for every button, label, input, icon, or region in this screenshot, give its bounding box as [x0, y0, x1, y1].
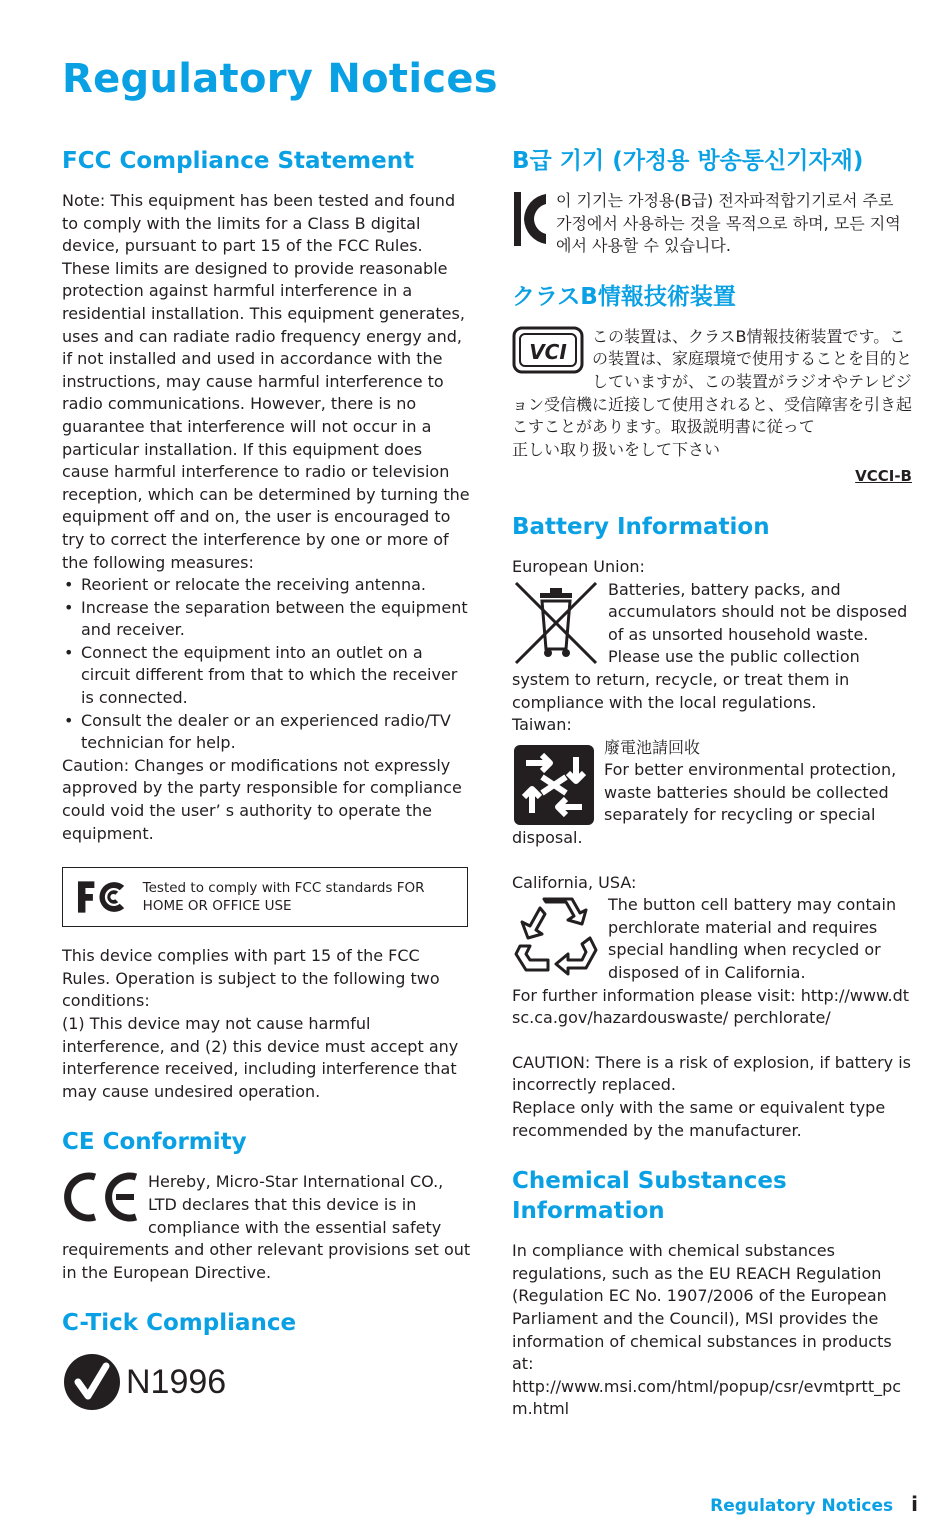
chemical-heading: Chemical Substances Information: [512, 1168, 787, 1225]
chemical-text: In compliance with chemical substances regulations, such as the EU REACH Regulation (Regulation EC No. 1907/2006 of the European Parliament and the Council), MSI provides the information of chemical substances in products at:: [512, 1241, 892, 1374]
ctick-mark: [62, 1352, 472, 1412]
ce-mark-icon: [62, 1171, 140, 1223]
ctick-heading: C-Tick Compliance: [62, 1310, 297, 1337]
vcci-logo-icon: [512, 326, 584, 374]
battery-ca-label: California, USA:: [512, 872, 637, 892]
battery-eu-body: [512, 579, 912, 715]
crossed-bin-icon: [512, 579, 600, 667]
chemical-section: [512, 1166, 912, 1421]
list-item: • Reorient or relocate the receiving antenna.: [62, 574, 472, 597]
footer-label: Regulatory Notices: [710, 1496, 894, 1516]
battery-eu-text: Batteries, battery packs, and accumulators should not be disposed of as unsorted household waste. Please use the public collection system to return, recycle, or treat them in compliance with the local regulations.: [512, 579, 908, 712]
page-footer: [710, 1492, 918, 1516]
recycle-icon: [512, 894, 600, 976]
battery-tw-text: For better environmental protection, waste batteries should be collected separately for recycling or special disposal.: [512, 760, 897, 848]
fcc-measures-list: [62, 574, 472, 755]
ce-body: [62, 1171, 472, 1284]
right-column: [512, 146, 912, 1421]
battery-caution: CAUTION: There is a risk of explosion, if battery is incorrectly replaced.: [512, 1052, 911, 1095]
korea-text: 이 기기는 가정용(B급) 전자파적합기기로서 주로 가정에서 사용하는 것을 목적으로 하며, 모든 지역에서 사용할 수 있습니다.: [556, 191, 901, 256]
battery-heading: Battery Information: [512, 513, 770, 540]
fcc-conditions: (1) This device may not cause harmful interference, and (2) this device must accept any interference received, including interference that may cause undesired operation.: [62, 1014, 459, 1101]
battery-ca-more: For further information please visit: http://www.dtsc.ca.gov/hazardouswaste/ perchlorate/: [512, 985, 910, 1028]
fcc-heading: FCC Compliance Statement: [62, 148, 415, 174]
vcci-section: [512, 282, 912, 488]
fcc-label-box: [62, 867, 468, 927]
fcc-logo-icon: [75, 872, 129, 922]
kc-mark-icon: [512, 190, 548, 248]
vcci-logo-text: VCI: [529, 339, 567, 364]
fcc-part15: This device complies with part 15 of the FCC Rules. Operation is subject to the following two conditions:: [62, 946, 440, 1011]
page-number: i: [911, 1492, 918, 1516]
recycle-battery-icon: [512, 743, 596, 827]
fcc-section: [62, 146, 472, 1103]
battery-section: [512, 512, 912, 1142]
battery-tw-label: Taiwan:: [512, 715, 572, 735]
korea-heading: B급 기기 (가정용 방송통신기자재): [512, 148, 864, 174]
ce-section: [62, 1127, 472, 1284]
left-column: [62, 146, 472, 1412]
battery-tw-body: [512, 737, 912, 850]
battery-replace: Replace only with the same or equivalent type recommended by the manufacturer.: [512, 1098, 886, 1140]
battery-tw-title: 廢電池請回收: [604, 737, 701, 757]
vcci-text: この装置は、クラスB情報技術装置です。この装置は、家庭環境で使用することを目的としていますが、この装置がラジオやテレビジョン受信機に近接して使用されると、受信障害を引き起こすことがあります。取扱説明書に従って: [512, 326, 913, 437]
list-item: • Connect the equipment into an outlet on a circuit different from that to which the receiver is connected.: [62, 642, 472, 710]
ce-text: Hereby, Micro-Star International CO., LTD declares that this device is in compliance with the essential safety requirements and other relevant provisions set out in the European Directive.: [62, 1172, 471, 1282]
ctick-icon: [62, 1352, 122, 1412]
page-title: Regulatory Notices: [62, 56, 498, 102]
fcc-note: Note: This equipment has been tested and found to comply with the limits for a Class B digital device, pursuant to part 15 of the FCC Rules. These limits are designed to provide reasonable protection against harmful interference in a residential installation. This equipment generates, uses and can radiate radio frequency energy and, if not installed and used in accordance with the instructions, may cause harmful interference to radio communications. However, there is no guarantee that interference will not occur in a particular installation. If this equipment does cause harmful interference to radio or television reception, which can be determined by turning the equipment off and on, the user is encouraged to try to correct the interference by one or more of the following measures:: [62, 191, 470, 572]
vcci-heading: クラスB情報技術装置: [512, 283, 736, 310]
ctick-section: [62, 1308, 472, 1412]
vcci-text-2: 正しい取り扱いをして下さい: [512, 439, 721, 459]
chemical-url[interactable]: http://www.msi.com/html/popup/csr/evmtprtt_pcm.html: [512, 1376, 902, 1419]
vcci-label: VCCI-B: [855, 467, 912, 486]
list-item: • Consult the dealer or an experienced radio/TV technician for help.: [62, 710, 472, 755]
fcc-box-text: Tested to comply with FCC standards FOR HOME OR OFFICE USE: [142, 880, 425, 915]
vcci-body: [512, 326, 912, 488]
list-item: • Increase the separation between the equipment and receiver.: [62, 597, 472, 642]
battery-ca-text: The button cell battery may contain perchlorate material and requires special handling when recycled or disposed of in California.: [608, 895, 897, 983]
ce-heading: CE Conformity: [62, 1129, 247, 1156]
battery-eu-label: European Union:: [512, 556, 645, 576]
korea-section: [512, 146, 912, 258]
battery-ca-body: [512, 894, 912, 1030]
fcc-caution: Caution: Changes or modifications not expressly approved by the party responsible for compliance could void the user’ s authority to operate the equipment.: [62, 755, 462, 843]
korea-body: [512, 190, 912, 258]
ctick-number: N1996: [126, 1362, 227, 1401]
